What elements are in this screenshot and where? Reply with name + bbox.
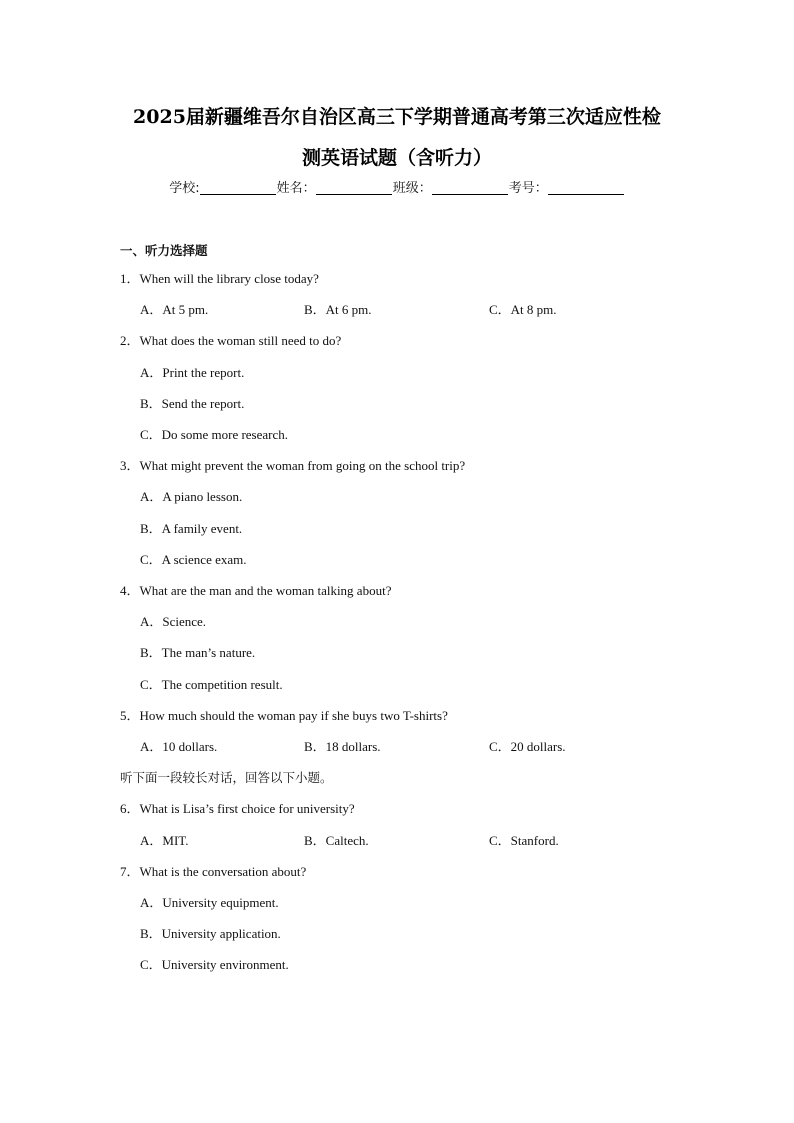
name-blank[interactable]: [316, 180, 392, 195]
class-blank[interactable]: [432, 180, 508, 195]
section-heading: 一、听力选择题: [120, 243, 208, 258]
question-3-option-c: C．A science exam.: [140, 552, 247, 567]
question-7-stem: 7．What is the conversation about?: [120, 864, 307, 879]
question-6-option-a: A．MIT.: [140, 833, 189, 848]
question-5-stem: 5．How much should the woman pay if she buys two T-shirts?: [120, 708, 448, 723]
exam-title-line-2: 测英语试题（含听力）: [301, 147, 492, 169]
school-label: 学校:: [169, 181, 200, 196]
exam-number-blank[interactable]: [548, 180, 624, 195]
question-2-option-b: B．Send the report.: [140, 396, 245, 411]
question-4-option-b: B．The man’s nature.: [140, 645, 256, 660]
question-1-stem: 1．When will the library close today?: [120, 271, 319, 286]
listening-instruction: 听下面一段较长对话，回答以下小题。: [120, 770, 333, 785]
question-7-option-b: B．University application.: [140, 926, 281, 941]
exam-number-label: 考号：: [508, 181, 548, 196]
question-4-stem: 4．What are the man and the woman talking about?: [120, 583, 392, 598]
question-5-option-a: A．10 dollars.: [140, 739, 218, 754]
question-3-stem: 3．What might prevent the woman from going on the school trip?: [120, 458, 466, 473]
question-1-option-b: B．At 6 pm.: [304, 302, 372, 317]
question-6-stem: 6．What is Lisa’s first choice for university?: [120, 801, 355, 816]
question-5-option-b: B．18 dollars.: [304, 739, 381, 754]
question-2-option-a: A．Print the report.: [140, 365, 245, 380]
question-7-option-c: C．University environment.: [140, 957, 289, 972]
name-label: 姓名：: [276, 181, 316, 196]
question-5-option-c: C．20 dollars.: [489, 739, 566, 754]
question-2-option-c: C．Do some more research.: [140, 427, 289, 442]
exam-title-line-1: 2025届新疆维吾尔自治区高三下学期普通高考第三次适应性检: [133, 106, 661, 128]
question-6-option-b: B．Caltech.: [304, 833, 369, 848]
question-4-option-c: C．The competition result.: [140, 677, 283, 692]
student-info-row: [0, 180, 794, 198]
question-1-option-c: C．At 8 pm.: [489, 302, 557, 317]
question-6-option-c: C．Stanford.: [489, 833, 559, 848]
class-label: 班级：: [392, 181, 432, 196]
question-3-option-a: A．A piano lesson.: [140, 489, 243, 504]
question-4-option-a: A．Science.: [140, 614, 207, 629]
question-7-option-a: A．University equipment.: [140, 895, 279, 910]
question-3-option-b: B．A family event.: [140, 521, 243, 536]
school-blank[interactable]: [200, 180, 276, 195]
question-2-stem: 2．What does the woman still need to do?: [120, 333, 342, 348]
question-1-option-a: A．At 5 pm.: [140, 302, 209, 317]
